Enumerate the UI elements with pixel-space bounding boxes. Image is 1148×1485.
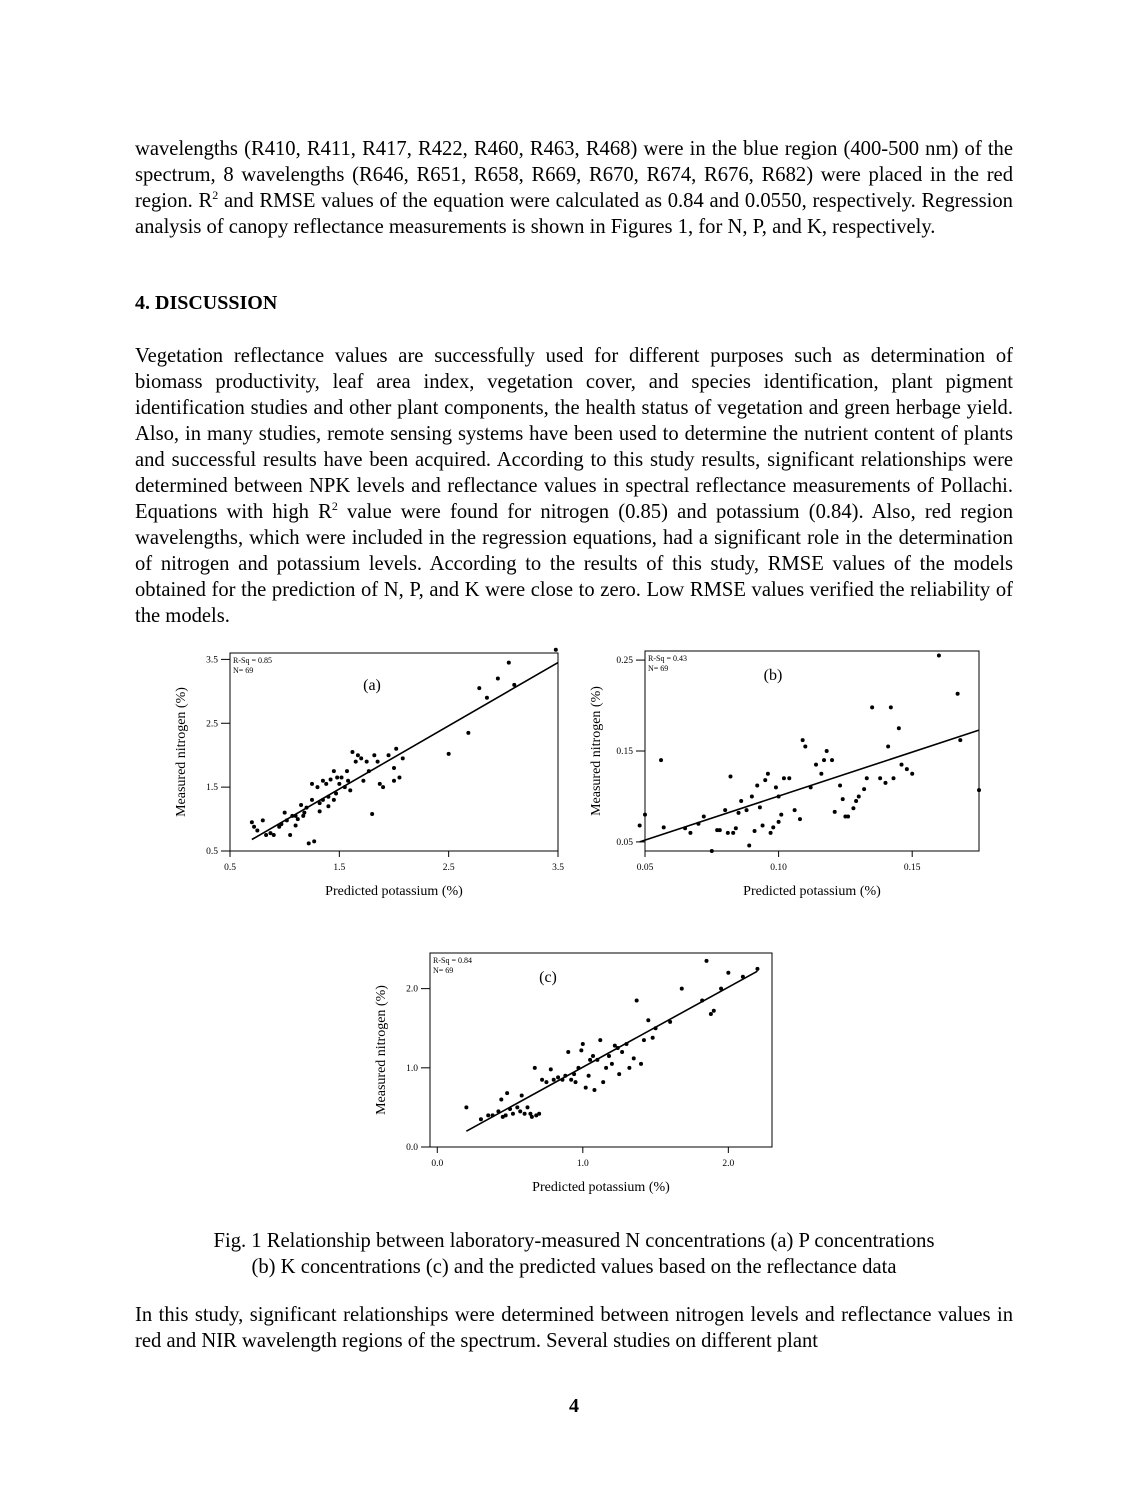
data-point xyxy=(507,661,511,665)
data-point xyxy=(838,784,842,788)
data-point xyxy=(343,785,347,789)
x-axis-label: Predicted potassium (%) xyxy=(325,884,463,899)
y-tick-label: 2.0 xyxy=(406,984,418,995)
data-point xyxy=(496,1109,500,1113)
data-point xyxy=(632,1056,636,1060)
data-point xyxy=(710,849,714,853)
data-point xyxy=(365,760,369,764)
data-point xyxy=(392,779,396,783)
data-point xyxy=(755,967,759,971)
data-point xyxy=(696,822,700,826)
figure-caption xyxy=(135,1228,1013,1280)
data-point xyxy=(680,987,684,991)
data-point xyxy=(787,776,791,780)
data-point xyxy=(782,776,786,780)
data-point xyxy=(763,778,767,782)
data-point xyxy=(307,841,311,845)
data-point xyxy=(392,766,396,770)
data-point xyxy=(712,1009,716,1013)
data-point xyxy=(367,769,371,773)
data-point xyxy=(761,824,765,828)
data-point xyxy=(491,1113,495,1117)
data-point xyxy=(329,777,333,781)
x-tick-label: 0.05 xyxy=(636,863,654,873)
data-point xyxy=(862,787,866,791)
paragraph-continuation: In this study, significant relationships were determined between nitrogen levels and reflectance values in red and NIR wavelength regions of the spectrum. Several studies on different plant xyxy=(135,1304,1013,1352)
x-tick-label: 1.5 xyxy=(333,863,346,873)
data-point xyxy=(505,1091,509,1095)
data-point xyxy=(731,831,735,835)
data-point xyxy=(709,1012,713,1016)
stats-text: R-Sq = 0.85 xyxy=(233,656,272,665)
data-point xyxy=(668,1020,672,1024)
data-point xyxy=(886,744,890,748)
y-tick-label: 3.5 xyxy=(206,655,218,666)
paragraph-results-tail xyxy=(135,136,1013,240)
data-point xyxy=(747,844,751,848)
data-point xyxy=(264,833,268,837)
data-point xyxy=(900,763,904,767)
y-axis-label: Measured nitrogen (%) xyxy=(174,687,189,817)
data-point xyxy=(572,1072,576,1076)
data-point xyxy=(332,798,336,802)
data-point xyxy=(318,801,322,805)
data-point xyxy=(285,818,289,822)
data-point xyxy=(496,677,500,681)
data-point xyxy=(726,971,730,975)
data-point xyxy=(346,779,350,783)
data-point xyxy=(354,760,358,764)
data-point xyxy=(552,1078,556,1082)
data-point xyxy=(376,760,380,764)
data-point xyxy=(499,1097,503,1101)
y-tick-label: 0.05 xyxy=(616,837,633,848)
data-point xyxy=(745,808,749,812)
data-point xyxy=(361,779,365,783)
data-point xyxy=(299,803,303,807)
data-point xyxy=(312,839,316,843)
data-point xyxy=(659,758,663,762)
data-point xyxy=(777,820,781,824)
section-heading: 4. DISCUSSION xyxy=(135,292,278,314)
data-point xyxy=(252,825,256,829)
data-point xyxy=(595,1058,599,1062)
x-axis-label: Predicted potassium (%) xyxy=(743,884,881,899)
data-point xyxy=(310,782,314,786)
data-point xyxy=(370,812,374,816)
data-point xyxy=(560,1078,564,1082)
text-run: Vegetation reflectance values are successfully used for different purposes such as determination of biomass productivity, leaf area index, vegetation cover, and species identification, plant pigment identification studies and other plant components, the health status of vegetation and green herbage yield. Also, in many studies, remote sensing systems have been used to determine the nutrient content of plants and successful results have been acquired. According to this study results, significant relationships were determined between NPK levels and reflectance values in spectral reflectance measurements of Pollachi. Equations with high R xyxy=(135,345,1013,523)
data-point xyxy=(591,1054,595,1058)
data-point xyxy=(511,1112,515,1116)
data-point xyxy=(324,782,328,786)
data-point xyxy=(581,1042,585,1046)
data-point xyxy=(814,763,818,767)
data-point xyxy=(556,1075,560,1079)
data-point xyxy=(705,959,709,963)
data-point xyxy=(598,1038,602,1042)
text-run: wavelengths (R410, R411, R417, R422, R460, R463, R468) were in the blue region (400-500 nm) of the spectrum, 8 wavelengths (R646, R651, R658, R669, R670, R674, R676, R682) were placed in the red region. R xyxy=(135,138,1013,212)
data-point xyxy=(865,776,869,780)
data-point xyxy=(554,648,558,652)
data-point xyxy=(479,1117,483,1121)
data-point xyxy=(305,806,309,810)
data-point xyxy=(601,1080,605,1084)
data-point xyxy=(518,1109,522,1113)
chart-b-svg xyxy=(585,643,995,903)
data-point xyxy=(533,1066,537,1070)
data-point xyxy=(891,776,895,780)
data-point xyxy=(537,1112,541,1116)
data-point xyxy=(576,1066,580,1070)
data-point xyxy=(723,808,727,812)
y-axis-label: Measured nitrogen (%) xyxy=(589,686,604,816)
data-point xyxy=(822,758,826,762)
data-point xyxy=(381,785,385,789)
data-point xyxy=(833,810,837,814)
data-point xyxy=(504,1113,508,1117)
data-point xyxy=(588,1058,592,1062)
data-point xyxy=(758,805,762,809)
data-point xyxy=(700,999,704,1003)
data-point xyxy=(540,1078,544,1082)
y-tick-label: 2.5 xyxy=(206,719,218,730)
data-point xyxy=(250,820,254,824)
data-point xyxy=(337,782,341,786)
data-point xyxy=(910,772,914,776)
data-point xyxy=(372,753,376,757)
data-point xyxy=(897,726,901,730)
y-tick-label: 1.0 xyxy=(406,1063,418,1074)
data-point xyxy=(279,822,283,826)
data-point xyxy=(777,794,781,798)
data-point xyxy=(878,776,882,780)
data-point xyxy=(464,1105,468,1109)
data-point xyxy=(283,811,287,815)
y-tick-label: 1.5 xyxy=(206,783,218,794)
y-tick-label: 0.25 xyxy=(616,656,633,667)
data-point xyxy=(750,794,754,798)
data-point xyxy=(801,738,805,742)
data-point xyxy=(584,1086,588,1090)
data-point xyxy=(335,776,339,780)
scatter-chart-c xyxy=(358,945,788,1200)
panel-label: (c) xyxy=(539,969,557,986)
superscript: 2 xyxy=(331,499,338,514)
data-point xyxy=(326,804,330,808)
data-point xyxy=(569,1078,573,1082)
data-point xyxy=(734,826,738,830)
data-point xyxy=(769,831,773,835)
chart-c-svg xyxy=(358,945,788,1200)
data-point xyxy=(486,1113,490,1117)
data-point xyxy=(397,776,401,780)
data-point xyxy=(318,809,322,813)
text-run: and RMSE values of the equation were calculated as 0.84 and 0.0550, respectively. Regression analysis of canopy reflectance measurements is shown in Figures 1, for N, P, and K, respectively. xyxy=(135,190,1013,238)
data-point xyxy=(854,799,858,803)
data-point xyxy=(639,1062,643,1066)
plot-frame xyxy=(230,653,558,851)
data-point xyxy=(937,654,941,658)
data-point xyxy=(643,813,647,817)
data-point xyxy=(771,825,775,829)
stats-text: N= 69 xyxy=(433,966,454,975)
stats-text: R-Sq = 0.84 xyxy=(433,956,472,965)
data-point xyxy=(857,794,861,798)
y-tick-label: 0.5 xyxy=(206,847,218,857)
data-point xyxy=(642,1038,646,1042)
data-point xyxy=(830,758,834,762)
data-point xyxy=(334,792,338,796)
data-point xyxy=(512,683,516,687)
data-point xyxy=(779,813,783,817)
data-point xyxy=(889,705,893,709)
x-axis-label: Predicted potassium (%) xyxy=(532,1180,670,1195)
data-point xyxy=(793,808,797,812)
data-point xyxy=(883,781,887,785)
data-point xyxy=(345,769,349,773)
y-tick-label: 0.15 xyxy=(616,747,633,757)
data-point xyxy=(549,1067,553,1071)
data-point xyxy=(530,1115,534,1119)
plot-frame xyxy=(645,651,979,851)
data-point xyxy=(718,828,722,832)
data-point xyxy=(566,1050,570,1054)
data-point xyxy=(627,1066,631,1070)
data-point xyxy=(753,829,757,833)
data-point xyxy=(340,776,344,780)
data-point xyxy=(620,1050,624,1054)
x-tick-label: 2.0 xyxy=(722,1159,735,1169)
data-point xyxy=(729,774,733,778)
data-point xyxy=(315,785,319,789)
data-point xyxy=(255,829,259,833)
data-point xyxy=(401,756,405,760)
scatter-chart-b xyxy=(585,643,995,903)
data-point xyxy=(616,1046,620,1050)
data-point xyxy=(646,1018,650,1022)
data-point xyxy=(719,987,723,991)
data-point xyxy=(958,738,962,742)
data-point xyxy=(294,823,298,827)
data-point xyxy=(574,1080,578,1084)
data-point xyxy=(356,753,360,757)
data-point xyxy=(654,1026,658,1030)
superscript: 2 xyxy=(212,188,219,203)
data-point xyxy=(977,788,981,792)
data-point xyxy=(766,772,770,776)
data-point xyxy=(809,785,813,789)
caption-line-2: (b) K concentrations (c) and the predicted values based on the reflectance data xyxy=(251,1256,897,1278)
data-point xyxy=(841,797,845,801)
regression-line xyxy=(252,663,558,840)
data-point xyxy=(387,753,391,757)
data-point xyxy=(825,749,829,753)
data-point xyxy=(638,824,642,828)
caption-line-1: Fig. 1 Relationship between laboratory-measured N concentrations (a) P concentrations xyxy=(213,1230,935,1252)
y-axis-label: Measured nitrogen (%) xyxy=(374,985,389,1115)
data-point xyxy=(683,826,687,830)
stats-text: N= 69 xyxy=(233,666,254,675)
x-tick-label: 2.5 xyxy=(442,863,455,873)
data-point xyxy=(610,1062,614,1066)
data-point xyxy=(302,811,306,815)
page-number: 4 xyxy=(569,1395,579,1417)
data-point xyxy=(321,798,325,802)
x-tick-label: 3.5 xyxy=(552,863,564,873)
data-point xyxy=(332,769,336,773)
data-point xyxy=(624,1042,628,1046)
x-tick-label: 1.0 xyxy=(576,1159,589,1169)
x-tick-label: 0.5 xyxy=(224,863,236,873)
data-point xyxy=(310,798,314,802)
data-point xyxy=(294,814,298,818)
data-point xyxy=(563,1074,567,1078)
data-point xyxy=(394,747,398,751)
data-point xyxy=(477,686,481,690)
data-point xyxy=(508,1107,512,1111)
text-run: value were found for nitrogen (0.85) and potassium (0.84). Also, red region wavelengths, which were included in the regression equations, had a significant role in the determination of nitrogen and potassium levels. According to the results of this study, RMSE values of the models obtained for the prediction of N, P, and K were close to zero. Low RMSE values verified the reliability of the models. xyxy=(135,501,1013,627)
data-point xyxy=(350,750,354,754)
data-point xyxy=(326,795,330,799)
x-tick-label: 0.0 xyxy=(431,1159,444,1169)
data-point xyxy=(956,692,960,696)
data-point xyxy=(607,1054,611,1058)
chart-a-svg xyxy=(160,645,580,900)
data-point xyxy=(587,1074,591,1078)
stats-text: R-Sq = 0.43 xyxy=(648,654,687,663)
data-point xyxy=(739,799,743,803)
data-point xyxy=(288,833,292,837)
data-point xyxy=(272,833,276,837)
data-point xyxy=(526,1105,530,1109)
x-tick-label: 0.15 xyxy=(903,863,921,873)
data-point xyxy=(485,696,489,700)
data-point xyxy=(662,825,666,829)
data-point xyxy=(359,756,363,760)
data-point xyxy=(819,772,823,776)
data-point xyxy=(846,814,850,818)
data-point xyxy=(737,811,741,815)
data-point xyxy=(741,975,745,979)
data-point xyxy=(702,814,706,818)
data-point xyxy=(755,784,759,788)
data-point xyxy=(905,767,909,771)
data-point xyxy=(447,752,451,756)
data-point xyxy=(798,817,802,821)
panel-label: (b) xyxy=(763,667,783,684)
stats-text: N= 69 xyxy=(648,664,669,673)
y-tick-label: 0.0 xyxy=(406,1143,418,1153)
data-point xyxy=(348,788,352,792)
data-point xyxy=(261,818,265,822)
data-point xyxy=(651,1036,655,1040)
data-point xyxy=(579,1048,583,1052)
data-point xyxy=(635,999,639,1003)
data-point xyxy=(466,731,470,735)
scatter-chart-a xyxy=(160,645,580,900)
data-point xyxy=(774,785,778,789)
data-point xyxy=(378,782,382,786)
data-point xyxy=(726,831,730,835)
x-tick-label: 0.10 xyxy=(770,863,787,873)
data-point xyxy=(851,806,855,810)
data-point xyxy=(515,1105,519,1109)
data-point xyxy=(604,1066,608,1070)
data-point xyxy=(803,744,807,748)
data-point xyxy=(688,831,692,835)
data-point xyxy=(617,1072,621,1076)
data-point xyxy=(520,1094,524,1098)
data-point xyxy=(592,1088,596,1092)
panel-label: (a) xyxy=(363,677,381,694)
data-point xyxy=(870,705,874,709)
data-point xyxy=(523,1112,527,1116)
data-point xyxy=(544,1080,548,1084)
data-point xyxy=(321,779,325,783)
paragraph-discussion xyxy=(135,343,1013,629)
